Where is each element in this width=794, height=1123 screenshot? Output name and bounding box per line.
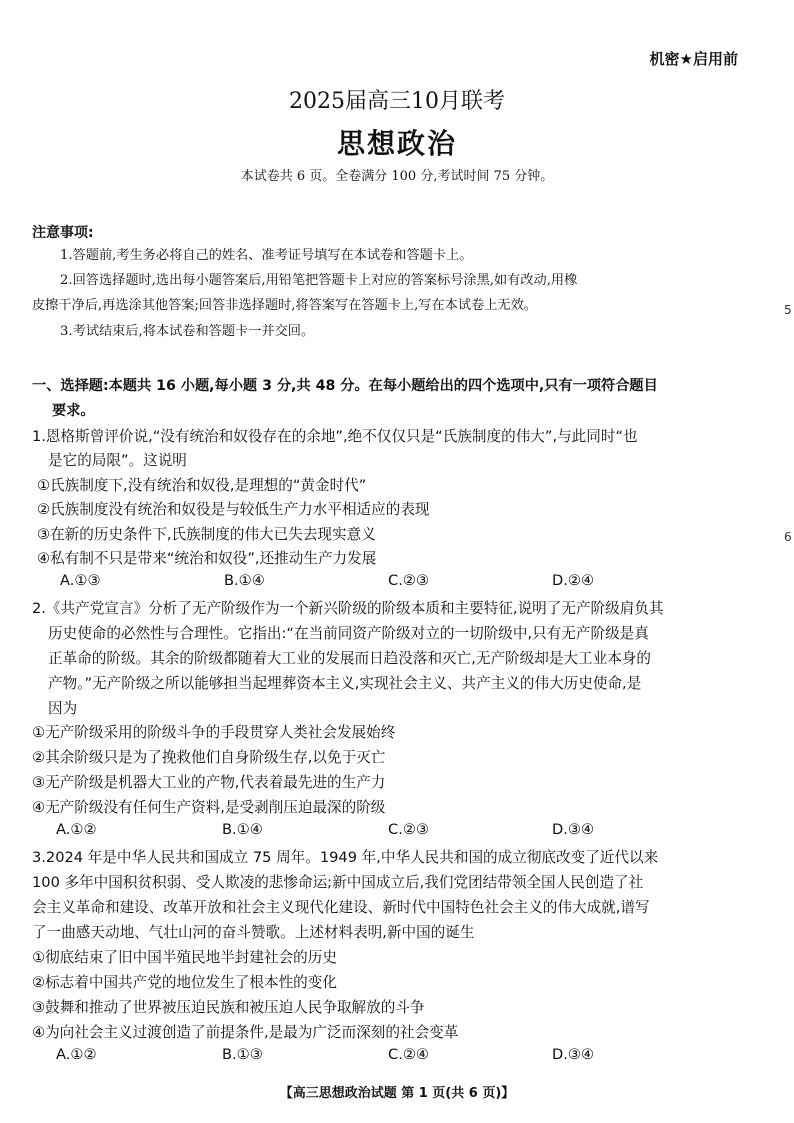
margin-mark: 5 — [784, 303, 792, 317]
notice-line: 3.考试结束后,将本试卷和答题卡一并交回。 — [60, 324, 315, 339]
question-stem: 因为 — [48, 700, 78, 717]
question-item: ①氏族制度下,没有统治和奴役,是理想的“黄金时代” — [37, 477, 367, 494]
confidential-label: 机密★启用前 — [649, 50, 738, 68]
subject-title: 思想政治 — [336, 127, 457, 160]
question-stem: 100 多年中国积贫积弱、受人欺凌的悲惨命运;新中国成立后,我们党团结带领全国人民创造了社 — [32, 874, 644, 891]
option-a: A.①③ — [60, 572, 101, 589]
notice-line: 皮擦干净后,再选涂其他答案;回答非选择题时,将答案写在答题卡上,写在本试卷上无效。 — [32, 298, 537, 313]
question-item: ④私有制不只是带来“统治和奴役”,还推动生产力发展 — [37, 550, 377, 567]
question-item: ①彻底结束了旧中国半殖民地半封建社会的历史 — [32, 949, 337, 966]
question-stem: 是它的局限”。这说明 — [48, 452, 187, 469]
question-item: ③鼓舞和推动了世界被压迫民族和被压迫人民争取解放的斗争 — [32, 999, 425, 1016]
notice-heading: 注意事项: — [32, 225, 94, 241]
question-item: ②标志着中国共产党的地位发生了根本性的变化 — [32, 974, 337, 991]
question-stem: 正革命的阶级。其余的阶级都随着大工业的发展而日趋没落和灭亡,无产阶级却是大工业本身的 — [48, 650, 651, 667]
option-b: B.①④ — [222, 821, 263, 838]
option-a: A.①② — [56, 1046, 97, 1063]
question-item: ④为向社会主义过渡创造了前提条件,是最为广泛而深刻的社会变革 — [32, 1024, 459, 1041]
question-item: ②氏族制度没有统治和奴役是与较低生产力水平相适应的表现 — [37, 501, 430, 518]
page-footer: 【高三思想政治试题 第 1 页(共 6 页)】 — [279, 1086, 515, 1101]
option-c: C.②③ — [388, 821, 429, 838]
question-stem: 了一曲感天动地、气壮山河的奋斗赞歌。上述材料表明,新中国的诞生 — [32, 924, 475, 941]
section-heading-cont: 要求。 — [52, 403, 95, 419]
notice-line: 1.答题前,考生务必将自己的姓名、准考证号填写在本试卷和答题卡上。 — [60, 248, 473, 263]
option-a: A.①② — [56, 821, 97, 838]
question-item: ③无产阶级是机器大工业的产物,代表着最先进的生产力 — [32, 774, 386, 791]
option-d: D.③④ — [552, 821, 595, 838]
question-item: ③在新的历史条件下,氏族制度的伟大已失去现实意义 — [37, 526, 376, 543]
option-d: D.②④ — [552, 572, 595, 589]
option-c: C.②③ — [388, 572, 429, 589]
question-stem: 产物。”无产阶级之所以能够担当起埋葬资本主义,实现社会主义、共产主义的伟大历史使命,是 — [48, 675, 642, 692]
question-stem: 1.恩格斯曾评价说,“没有统治和奴役存在的余地”,绝不仅仅只是“氏族制度的伟大”,与此同时“也 — [32, 428, 638, 445]
option-b: B.①④ — [224, 572, 265, 589]
question-stem: 会主义革命和建设、改革开放和社会主义现代化建设、新时代中国特色社会主义的伟大成就,谱写 — [32, 899, 650, 916]
exam-info: 本试卷共 6 页。全卷满分 100 分,考试时间 75 分钟。 — [240, 169, 554, 184]
option-c: C.②④ — [388, 1046, 429, 1063]
question-stem: 2.《共产党宣言》分析了无产阶级作为一个新兴阶级的阶级本质和主要特征,说明了无产阶级肩负其 — [32, 600, 664, 617]
question-item: ②其余阶级只是为了挽救他们自身阶级生存,以免于灭亡 — [32, 749, 386, 766]
exam-title: 2025届高三10月联考 — [289, 89, 505, 114]
margin-mark: 6 — [784, 530, 792, 544]
question-stem: 历史使命的必然性与合理性。它指出:“在当前同资产阶级对立的一切阶级中,只有无产阶级是真 — [48, 625, 649, 642]
option-b: B.①③ — [222, 1046, 263, 1063]
question-item: ①无产阶级采用的阶级斗争的手段贯穿人类社会发展始终 — [32, 724, 396, 741]
section-heading: 一、选择题:本题共 16 小题,每小题 3 分,共 48 分。在每小题给出的四个选项中,只有一项符合题目 — [32, 378, 658, 394]
option-d: D.③④ — [552, 1046, 595, 1063]
notice-line: 2.回答选择题时,选出每小题答案后,用铅笔把答题卡上对应的答案标号涂黑,如有改动,用橡 — [60, 273, 578, 288]
question-stem: 3.2024 年是中华人民共和国成立 75 周年。1949 年,中华人民共和国的成立彻底改变了近代以来 — [32, 849, 659, 866]
question-item: ④无产阶级没有任何生产资料,是受剥削压迫最深的阶级 — [32, 799, 386, 816]
